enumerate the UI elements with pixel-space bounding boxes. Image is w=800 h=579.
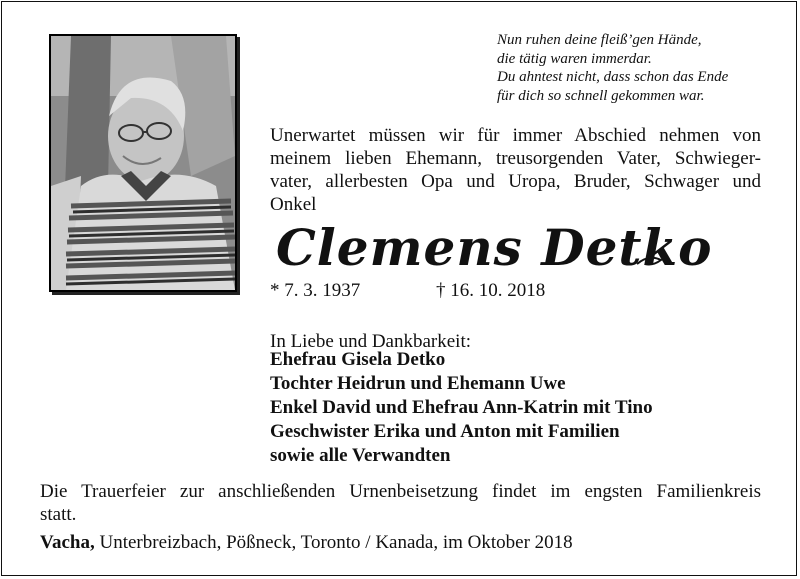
poem-line: die tätig waren immerdar. [497, 50, 652, 67]
intro-line: Onkel [270, 194, 317, 215]
place-rest: Unterbreizbach, Pößneck, Toronto / Kanada, im Oktober 2018 [94, 532, 573, 553]
poem-line: Du ahntest nicht, dass schon das Ende [497, 69, 729, 85]
mourner-entry: Enkel David und Ehefrau Ann-Katrin mit Tino [270, 397, 653, 418]
intro-line: vater, allerbesten Opa und Uropa, Bruder, Schwager und [270, 171, 761, 192]
mourner-entry: sowie alle Verwandten [270, 445, 451, 466]
mourners-list [270, 348, 653, 468]
place-and-date [40, 531, 573, 555]
poem [497, 31, 787, 105]
funeral-notice [40, 480, 761, 526]
death-date: † 16. 10. 2018 [436, 280, 546, 301]
place-town: Vacha, [40, 532, 95, 553]
intro-text [270, 124, 761, 216]
birth-date: * 7. 3. 1937 [270, 280, 361, 301]
funeral-line: statt. [40, 504, 77, 525]
poem-line: Nun ruhen deine fleiß’gen Hände, [497, 32, 702, 48]
intro-line: Unerwartet müssen wir für immer Abschied nehmen von [270, 125, 761, 146]
poem-line: für dich so schnell gekommen war. [497, 87, 705, 104]
mourner-entry: Ehefrau Gisela Detko [270, 349, 446, 370]
portrait-photo [49, 34, 237, 292]
mourners-heading: In Liebe und Dankbarkeit: [270, 331, 472, 352]
intro-line: meinem lieben Ehemann, treusorgenden Vater, Schwieger- [270, 148, 761, 169]
mourner-entry: Tochter Heidrun und Ehemann Uwe [270, 373, 566, 394]
funeral-line: Die Trauerfeier zur anschließenden Urnenbeisetzung findet im engsten Familienkreis [40, 481, 761, 502]
swash-ornament [635, 252, 665, 272]
deceased-name: Clemens Detko [276, 218, 713, 277]
mourner-entry: Geschwister Erika und Anton mit Familien [270, 421, 620, 442]
